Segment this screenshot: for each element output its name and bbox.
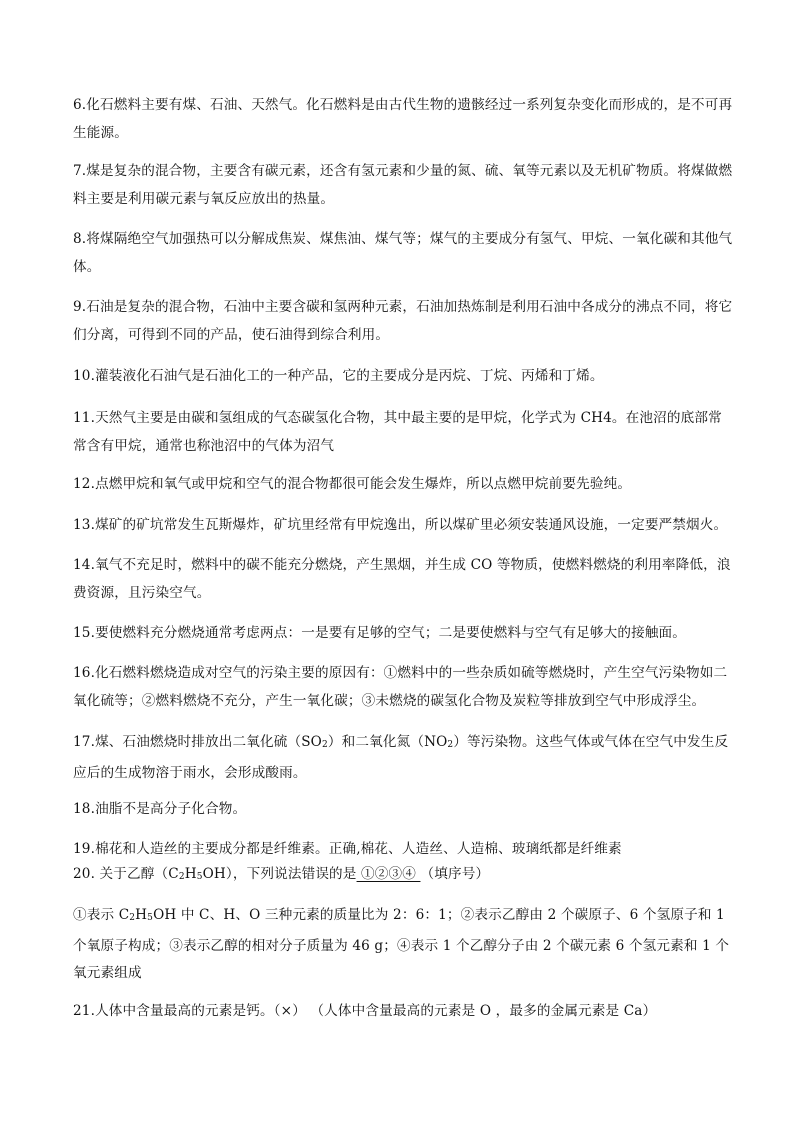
no2-subscript: 2 bbox=[447, 740, 454, 750]
item-13: 13.煤矿的矿坑常发生瓦斯爆炸，矿坑里经常有甲烷逸出，所以煤矿里必须安装通风设施，一定要严禁烟火。 bbox=[73, 517, 728, 533]
so2-subscript: 2 bbox=[321, 740, 328, 750]
item-20-part-2: H bbox=[184, 866, 197, 882]
item-7: 7.煤是复杂的混合物，主要含有碳元素，还含有氢元素和少量的氮、硫、氧等元素以及无机矿物质。将煤做燃料主要是利用碳元素与氧反应放出的热量。 bbox=[73, 163, 733, 207]
options-part-3: OH 中 C、H、O 三种元素的质量比为 2：6：1；②表示乙醇由 2 个碳原子、6 个氢原子和 1 个氧原子构成；③表示乙醇的相对分子质量为 46 g；④表示 1 个乙醇分子由 2 个碳元素 6 个氢元素和 1 个氧元素组成 bbox=[73, 907, 730, 981]
item-6: 6.化石燃料主要有煤、石油、天然气。化石燃料是由古代生物的遗骸经过一系列复杂变化而形成的，是不可再生能源。 bbox=[73, 97, 733, 141]
options-part-1: ①表示 C bbox=[73, 907, 130, 923]
item-10: 10.灌装液化石油气是石油化工的一种产品，它的主要成分是丙烷、丁烷、丙烯和丁烯。 bbox=[73, 368, 604, 384]
item-15: 15.要使燃料充分燃烧通常考虑两点：一是要有足够的空气；二是要使燃料与空气有足够大的接触面。 bbox=[73, 625, 687, 641]
item-9: 9.石油是复杂的混合物，石油中主要含碳和氢两种元素，石油加热炼制是利用石油中各成分的沸点不同，将它们分离，可得到不同的产品，使石油得到综合利用。 bbox=[73, 299, 733, 343]
item-17-part-2: ）和二氧化氮（NO bbox=[327, 734, 448, 750]
item-16: 16.化石燃料燃烧造成对空气的污染主要的原因有：①燃料中的一些杂质如硫等燃烧时，产生空气污染物如二氧化硫等；②燃料燃烧不充分，产生一氧化碳；③未燃烧的碳氢化合物及炭粒等排放到空气中形成浮尘。 bbox=[73, 665, 728, 709]
item-20-question bbox=[73, 861, 733, 892]
item-20-part-3: OH），下列说法错误的是 bbox=[202, 866, 357, 882]
item-20-part-1: 20. 关于乙醇（C bbox=[73, 866, 179, 882]
item-17-part-3: ）等污染物。这些气体或气体在空气中发生反应后的生成物溶于雨水，会形成酸雨。 bbox=[73, 734, 729, 781]
item-14: 14.氧气不充足时，燃料中的碳不能充分燃烧，产生黑烟，并生成 CO 等物质，使燃料燃烧的利用率降低，浪费资源，且污染空气。 bbox=[73, 557, 731, 601]
item-19: 19.棉花和人造丝的主要成分都是纤维素。正确,棉花、人造丝、人造棉、玻璃纸都是纤维素 bbox=[73, 841, 622, 857]
item-21: 21.人体中含量最高的元素是钙。（×） （人体中含量最高的元素是 O ，最多的金属元素是 Ca） bbox=[73, 1003, 657, 1019]
item-12: 12.点燃甲烷和氧气或甲烷和空气的混合物都很可能会发生爆炸，所以点燃甲烷前要先验纯。 bbox=[73, 476, 632, 492]
item-17 bbox=[73, 729, 733, 787]
c2-subscript-options: 2 bbox=[129, 913, 136, 923]
item-11: 11.天然气主要是由碳和氢组成的气态碳氢化合物，其中最主要的是甲烷，化学式为 CH4。在池沼的底部常常含有甲烷，通常也称池沼中的气体为沼气 bbox=[73, 410, 722, 454]
item-18: 18.油脂不是高分子化合物。 bbox=[73, 801, 247, 817]
item-20-answer: ①②③④ bbox=[356, 866, 421, 882]
c2-subscript: 2 bbox=[178, 872, 185, 882]
item-20-options bbox=[73, 902, 733, 988]
item-20-part-4: （填序号） bbox=[420, 866, 490, 882]
item-17-part-1: 17.煤、石油燃烧时排放出二氧化硫（SO bbox=[73, 734, 322, 750]
h5-subscript-options: 5 bbox=[147, 913, 154, 923]
item-8: 8.将煤隔绝空气加强热可以分解成焦炭、煤焦油、煤气等；煤气的主要成分有氢气、甲烷、一氧化碳和其他气体。 bbox=[73, 231, 733, 275]
h5-subscript: 5 bbox=[196, 872, 203, 882]
options-part-2: H bbox=[135, 907, 148, 923]
